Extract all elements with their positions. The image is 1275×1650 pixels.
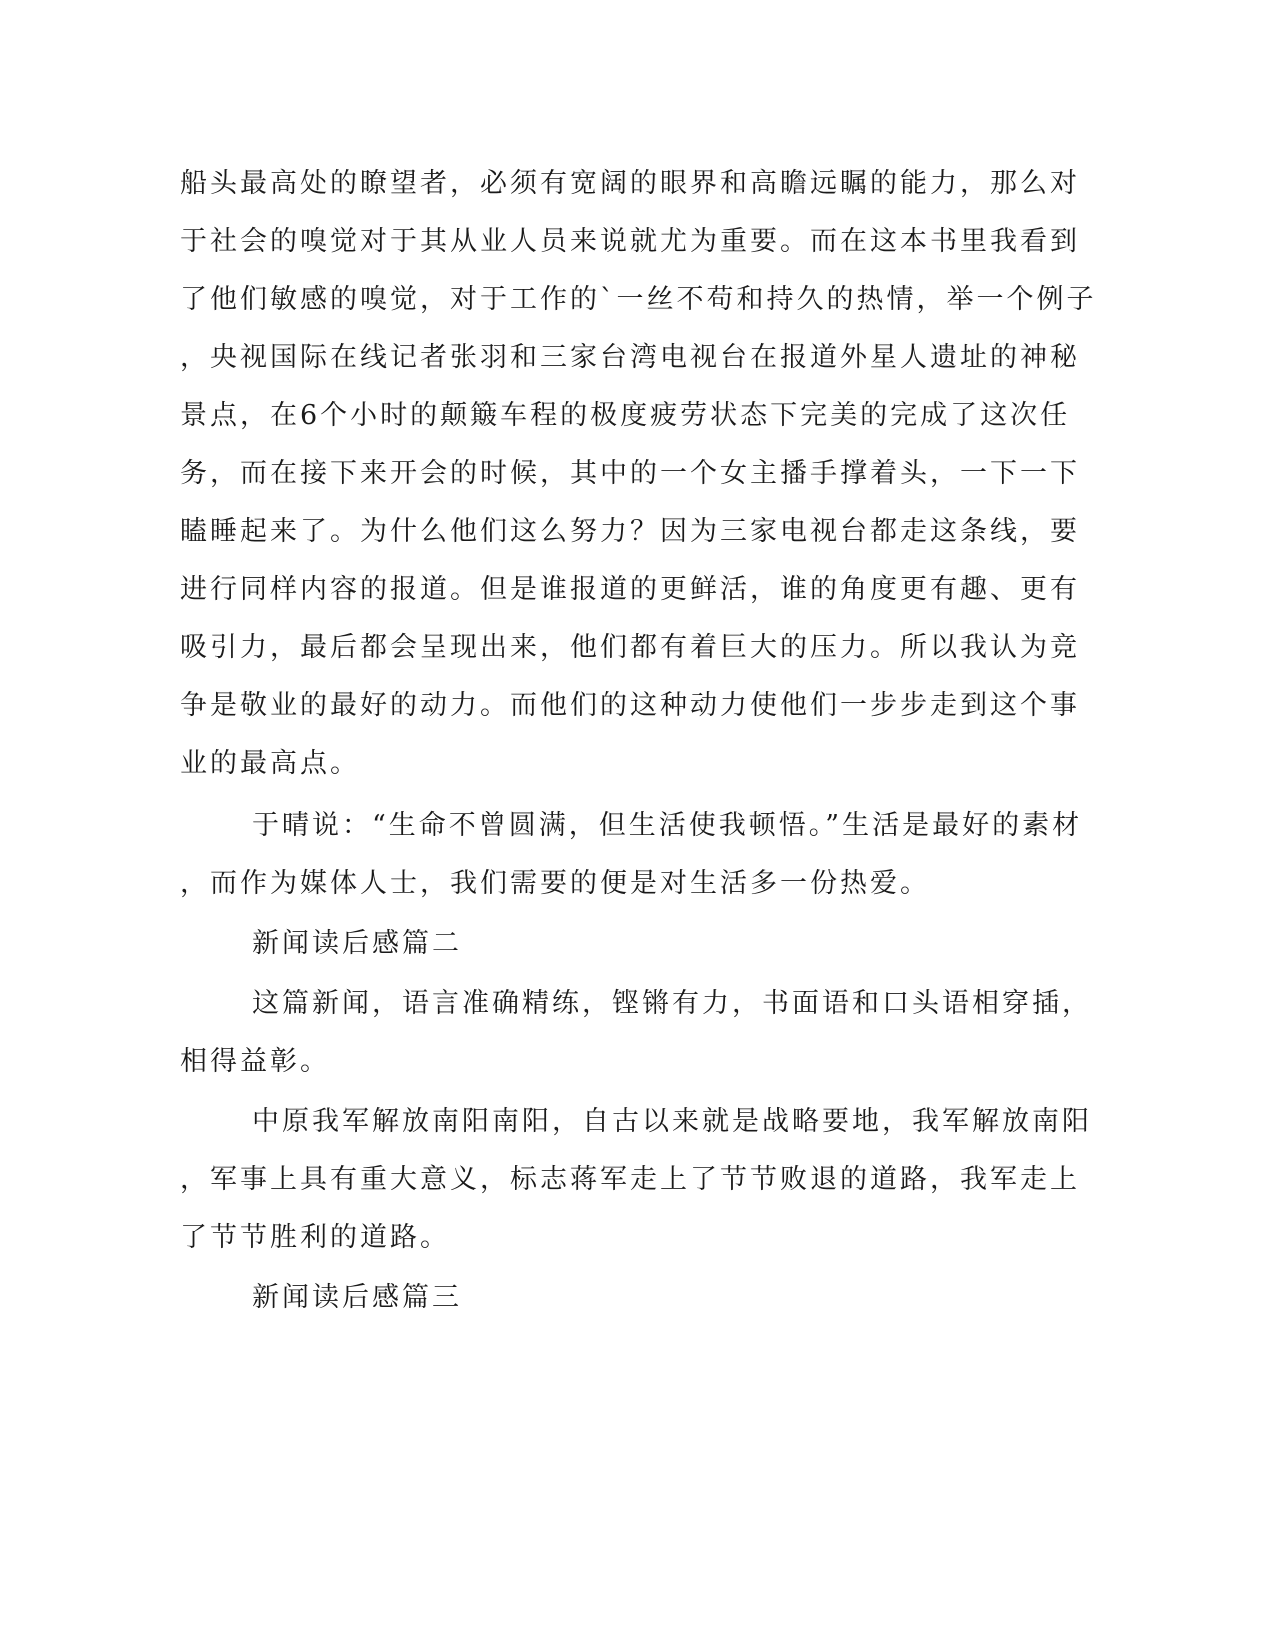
body-text-line: 于社会的嗅觉对于其从业人员来说就尤为重要。而在这本书里我看到 <box>180 226 1080 257</box>
body-text-line: 吸引力，最后都会呈现出来，他们都有着巨大的压力。所以我认为竞 <box>180 632 1080 663</box>
section-heading: 新闻读后感篇三 <box>252 1282 462 1313</box>
body-text-line: 进行同样内容的报道。但是谁报道的更鲜活，谁的角度更有趣、更有 <box>180 574 1080 605</box>
body-text-line: 务，而在接下来开会的时候，其中的一个女主播手撑着头，一下一下 <box>180 458 1080 489</box>
body-text-line: ，军事上具有重大意义，标志蒋军走上了节节败退的道路，我军走上 <box>180 1164 1080 1195</box>
body-text-line: ，央视国际在线记者张羽和三家台湾电视台在报道外星人遗址的神秘 <box>180 342 1080 373</box>
body-text-line: ，而作为媒体人士，我们需要的便是对生活多一份热爱。 <box>180 868 930 899</box>
section-heading: 新闻读后感篇二 <box>252 928 462 959</box>
body-text-line: 于晴说：“生命不曾圆满，但生活使我顿悟。”生活是最好的素材 <box>252 810 1083 841</box>
body-text-line: 船头最高处的瞭望者，必须有宽阔的眼界和高瞻远瞩的能力，那么对 <box>180 168 1080 199</box>
body-text-line: 这篇新闻，语言准确精练，铿锵有力，书面语和口头语相穿插， <box>252 988 1092 1019</box>
body-text-line: 了节节胜利的道路。 <box>180 1222 450 1253</box>
body-text-line: 业的最高点。 <box>180 748 360 779</box>
body-text-line: 中原我军解放南阳南阳，自古以来就是战略要地，我军解放南阳 <box>252 1106 1092 1137</box>
body-text-line: 了他们敏感的嗅觉，对于工作的`一丝不苟和持久的热情，举一个例子 <box>180 284 1097 315</box>
body-text-line: 瞌睡起来了。为什么他们这么努力？因为三家电视台都走这条线，要 <box>180 516 1080 547</box>
body-text-line: 景点，在6个小时的颠簸车程的极度疲劳状态下完美的完成了这次任 <box>180 400 1071 431</box>
body-text-line: 争是敬业的最好的动力。而他们的这种动力使他们一步步走到这个事 <box>180 690 1080 721</box>
body-text-line: 相得益彰。 <box>180 1046 330 1077</box>
